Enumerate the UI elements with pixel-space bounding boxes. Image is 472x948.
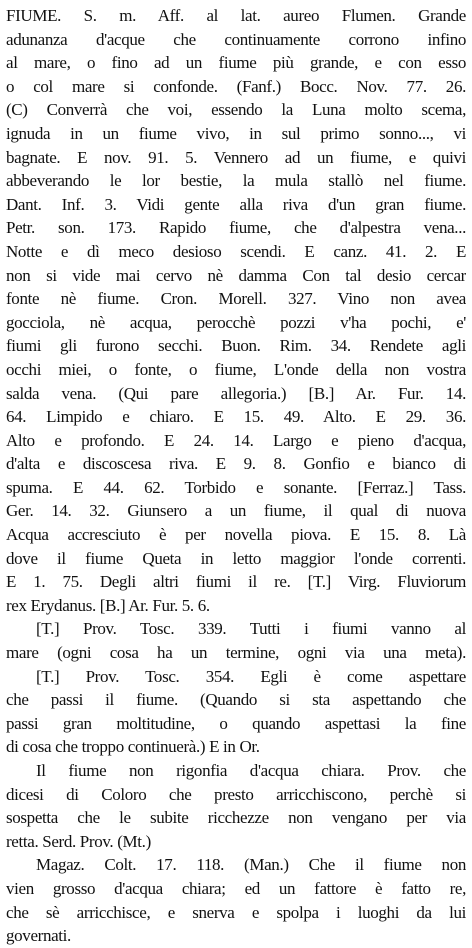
entry-line: gocciola, nè acqua, perocchè pozzi v'ha pochi, e' (6, 312, 466, 332)
entry-line: o col mare si confonde. (Fanf.) Bocc. Nov. 77. 26. (6, 76, 466, 96)
entry-line: 64. Limpido e chiaro. E 15. 49. Alto. E 29. 36. (6, 407, 466, 427)
entry-line: (C) Converrà che voi, essendo la Luna molto scema, (6, 100, 466, 120)
entry-line: di cosa che troppo continuerà.) E in Or. (6, 737, 260, 757)
entry-line: spuma. E 44. 62. Torbido e sonante. [Ferraz.] Tass. (6, 477, 466, 497)
entry-line: dicesi di Coloro che presto arricchiscono, perchè si (6, 784, 466, 804)
entry-line: occhi miei, o fonte, o fiume, L'onde della non vostra (6, 359, 466, 379)
entry-line: al mare, o fino ad un fiume più grande, e con esso (6, 53, 466, 73)
entry-line: Dant. Inf. 3. Vidi gente alla riva d'un gran fiume. (6, 194, 466, 214)
entry-line: Alto e profondo. E 24. 14. Largo e pieno d'acqua, (6, 430, 466, 450)
entry-line: retta. Serd. Prov. (Mt.) (6, 831, 151, 851)
entry-line: abbeverando le lor bestie, la mula stallò nel fiume. (6, 171, 466, 191)
entry-line: che sè arricchisce, e snerva e spolpa i luoghi da lui (6, 902, 466, 922)
entry-line: FIUME. S. m. Aff. al lat. aureo Flumen. Grande (6, 6, 466, 25)
entry-line: rex Erydanus. [B.] Ar. Fur. 5. 6. (6, 595, 210, 615)
entry-line: non si vide mai cervo nè damma Con tal desio cercar (6, 265, 466, 285)
entry-line: vien grosso d'acqua chiara; ed un fattore è fatto re, (6, 878, 466, 898)
entry-line: sospetta che le subite ricchezze non vengano per via (6, 808, 466, 828)
entry-line: governati. (6, 926, 71, 946)
entry-line: [T.] Prov. Tosc. 354. Egli è come aspettare (36, 666, 466, 686)
entry-line: Petr. son. 173. Rapido fiume, che d'alpestra vena... (6, 218, 466, 238)
entry-line: E 1. 75. Degli altri fiumi il re. [T.] Virg. Fluviorum (6, 572, 466, 592)
entry-line: passi gran moltitudine, o quando aspettasi la fine (6, 713, 466, 733)
entry-line: [T.] Prov. Tosc. 339. Tutti i fiumi vanno al (36, 619, 466, 639)
entry-line: bagnate. E nov. 91. 5. Vennero ad un fiume, e quivi (6, 147, 466, 167)
entry-line: Notte e dì meco desioso scendi. E canz. 41. 2. E (6, 241, 466, 261)
entry-line: Acqua accresciuto è per novella piova. E 15. 8. Là (6, 525, 466, 545)
entry-line: adunanza d'acque che continuamente corrono infino (6, 29, 466, 49)
entry-line: salda vena. (Qui pare allegoria.) [B.] Ar. Fur. 14. (6, 383, 466, 403)
entry-line: fonte nè fiume. Cron. Morell. 327. Vino non avea (6, 289, 466, 309)
entry-line: d'alta e discoscesa riva. E 9. 8. Gonfio e bianco di (6, 454, 466, 474)
entry-line: Magaz. Colt. 17. 118. (Man.) Che il fiume non (36, 855, 466, 875)
entry-line: Il fiume non rigonfia d'acqua chiara. Prov. che (36, 761, 466, 780)
entry-line: ignuda in un fiume vivo, in sul primo sonno..., vi (6, 123, 466, 143)
entry-line: fiumi gli furono secchi. Buon. Rim. 34. Rendete agli (6, 336, 466, 356)
entry-line: Ger. 14. 32. Giunsero a un fiume, il qual di nuova (6, 501, 466, 521)
entry-line: mare (ogni cosa ha un termine, ogni via una meta). (6, 643, 466, 663)
entry-line: che passi il fiume. (Quando si sta aspettando che (6, 690, 466, 710)
entry-line: dove il fiume Queta in letto maggior l'onde correnti. (6, 548, 466, 568)
